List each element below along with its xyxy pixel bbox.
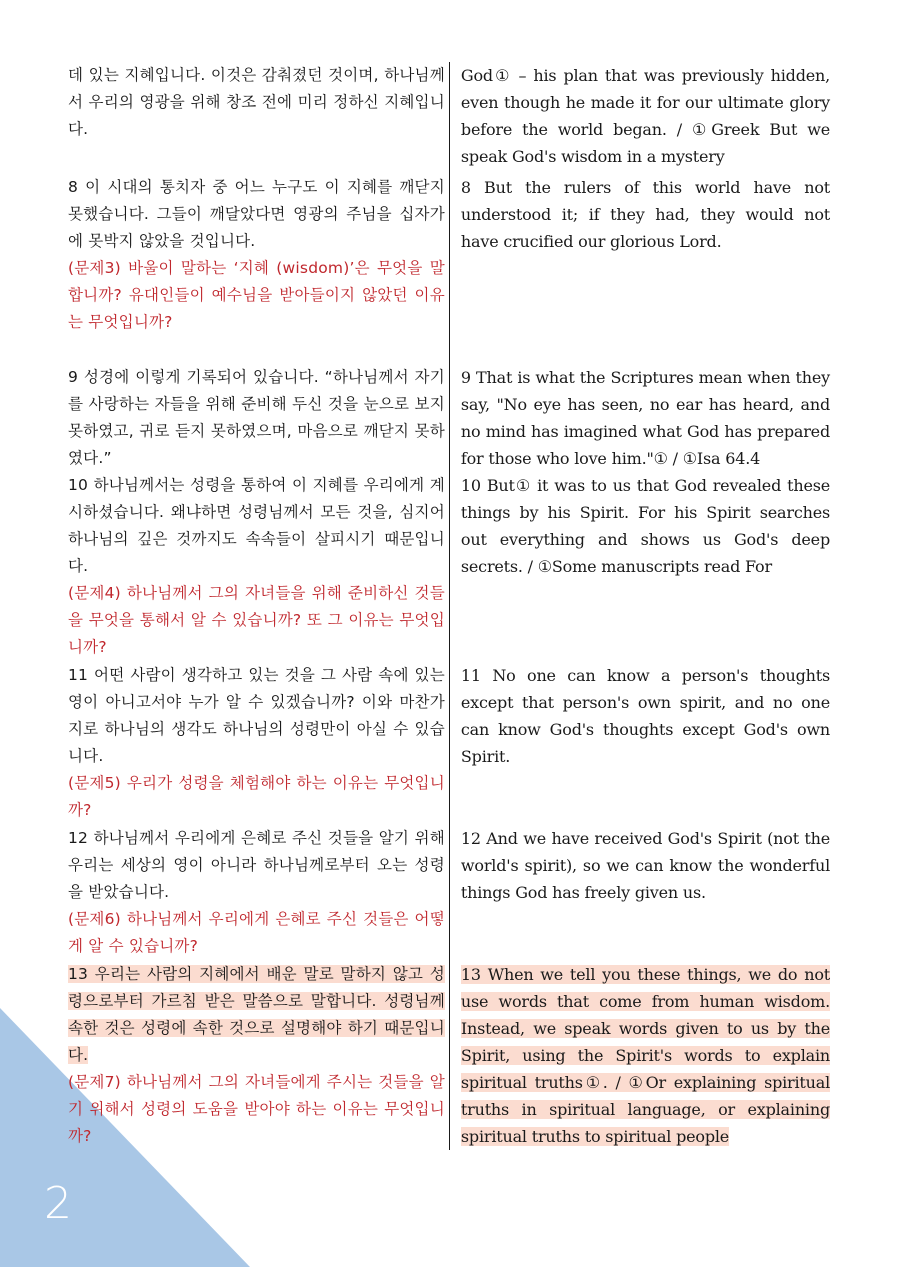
korean-cell xyxy=(68,472,453,662)
english-cell xyxy=(453,961,830,1150)
verse-row xyxy=(68,825,830,961)
korean-verse: 8 이 시대의 통치자 중 어느 누구도 이 지혜를 깨닫지 못했습니다. 그들이 깨달았다면 영광의 주님을 십자가에 못박지 않았을 것입니다. xyxy=(68,178,445,250)
highlighted-english-verse: 13 When we tell you these things, we do not use words that come from human wisdom. Instead, we speak words given to us by the Spirit, using the Spirit's words to explain spiritual truths①. / ①Or explaining spiritual truths in spiritual language, or explaining spiritual truths to spiritual people xyxy=(460,965,830,1146)
english-cell xyxy=(453,825,830,961)
verse-row xyxy=(68,364,830,472)
english-verse: God① – his plan that was previously hidden, even though he made it for our ultimate glory before the world began. / ①Greek But we speak God's wisdom in a mystery xyxy=(460,66,830,166)
korean-cell xyxy=(68,62,453,174)
korean-cell xyxy=(68,961,453,1150)
english-cell xyxy=(453,174,830,364)
english-cell xyxy=(453,364,830,472)
verse-row xyxy=(68,472,830,662)
english-verse: 9 That is what the Scriptures mean when they say, "No eye has seen, no ear has heard, and no mind has imagined what God has prepared for those who love him."① / ①Isa 64.4 xyxy=(460,368,830,468)
korean-cell xyxy=(68,662,453,825)
korean-verse: 9 성경에 이렇게 기록되어 있습니다. “하나님께서 자기를 사랑하는 자들을 위해 준비해 두신 것을 눈으로 보지 못하였고, 귀로 듣지 못하였으며, 마음으로 깨닫지 못하였다.” xyxy=(68,368,445,467)
korean-verse: 11 어떤 사람이 생각하고 있는 것을 그 사람 속에 있는 영이 아니고서야 누가 알 수 있겠습니까? 이와 마찬가지로 하나님의 생각도 하나님의 성령만이 아실 수 있습니다. xyxy=(68,666,445,765)
english-cell xyxy=(453,472,830,662)
verse-row-highlighted xyxy=(68,961,830,1150)
verse-row xyxy=(68,662,830,825)
study-question: (문제6) 하나님께서 우리에게 은혜로 주신 것들은 어떻게 알 수 있습니까? xyxy=(68,910,445,955)
english-verse: 10 But① it was to us that God revealed these things by his Spirit. For his Spirit searches out everything and shows us God's deep secrets. / ①Some manuscripts read For xyxy=(460,476,830,576)
english-verse: 8 But the rulers of this world have not understood it; if they had, they would not have crucified our glorious Lord. xyxy=(460,178,830,251)
verse-row xyxy=(68,62,830,174)
korean-cell xyxy=(68,174,453,364)
highlighted-korean-verse: 13 우리는 사람의 지혜에서 배운 말로 말하지 않고 성령으로부터 가르침 받은 말씀으로 말합니다. 성령님께 속한 것은 성령에 속한 것으로 설명해야 하기 때문입니다. xyxy=(68,965,445,1064)
english-verse: 11 No one can know a person's thoughts except that person's own spirit, and no one can know God's thoughts except God's own Spirit. xyxy=(460,666,830,766)
english-verse: 12 And we have received God's Spirit (not the world's spirit), so we can know the wonderful things God has freely given us. xyxy=(460,829,830,902)
english-verse xyxy=(461,961,830,1150)
korean-verse: 데 있는 지혜입니다. 이것은 감춰졌던 것이며, 하나님께서 우리의 영광을 위해 창조 전에 미리 정하신 지혜입니다. xyxy=(68,66,445,138)
verse-row xyxy=(68,174,830,364)
korean-verse: 12 하나님께서 우리에게 은혜로 주신 것들을 알기 위해 우리는 세상의 영이 아니라 하나님께로부터 오는 성령을 받았습니다. xyxy=(68,829,445,901)
korean-cell xyxy=(68,364,453,472)
korean-verse xyxy=(68,961,445,1069)
korean-cell xyxy=(68,825,453,961)
english-cell xyxy=(453,662,830,825)
verse-table xyxy=(68,62,830,1150)
korean-verse: 10 하나님께서는 성령을 통하여 이 지혜를 우리에게 계시하셨습니다. 왜냐하면 성령님께서 모든 것을, 심지어 하나님의 깊은 것까지도 속속들이 살피시기 때문입니다. xyxy=(68,476,445,575)
study-question: (문제4) 하나님께서 그의 자녀들을 위해 준비하신 것들을 무엇을 통해서 알 수 있습니까? 또 그 이유는 무엇입니까? xyxy=(68,584,445,656)
study-question: (문제3) 바울이 말하는 ‘지혜 (wisdom)’은 무엇을 말합니까? 유대인들이 예수님을 받아들이지 않았던 이유는 무엇입니까? xyxy=(68,259,445,331)
english-cell xyxy=(453,62,830,174)
study-question: (문제5) 우리가 성령을 체험해야 하는 이유는 무엇입니까? xyxy=(68,774,445,819)
page-number: 2 xyxy=(44,1178,72,1229)
study-question: (문제7) 하나님께서 그의 자녀들에게 주시는 것들을 알기 위해서 성령의 도움을 받아야 하는 이유는 무엇입니까? xyxy=(68,1073,445,1145)
